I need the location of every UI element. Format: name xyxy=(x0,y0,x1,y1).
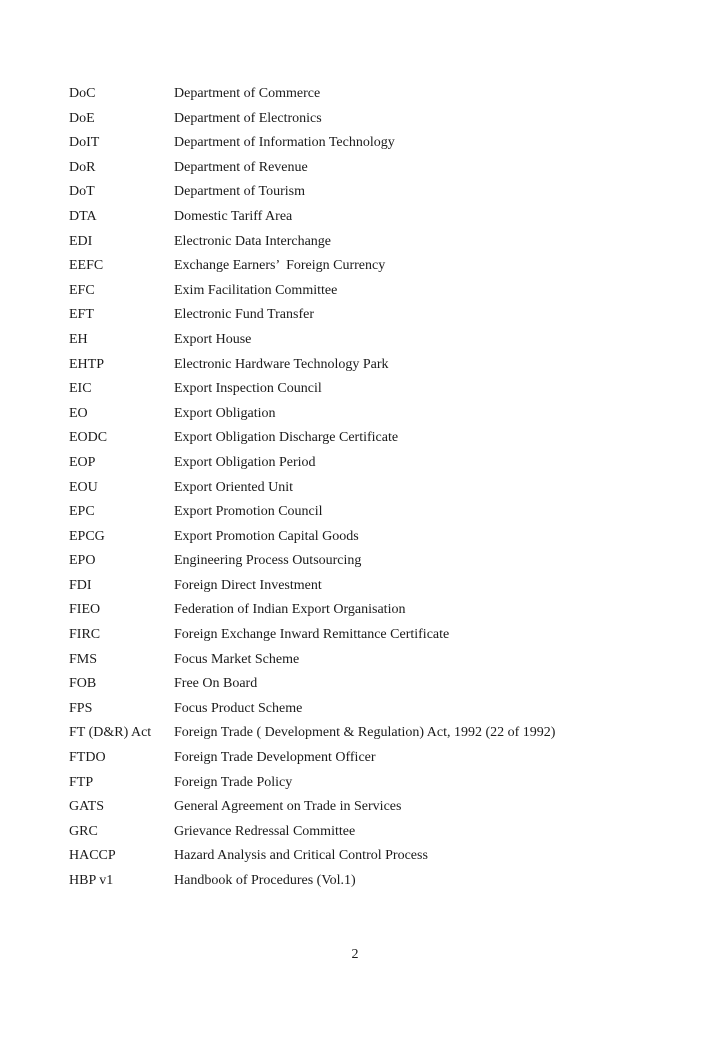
abbreviation-definition: Foreign Exchange Inward Remittance Certificate xyxy=(174,627,450,643)
page-number: 2 xyxy=(351,947,359,962)
abbreviation-term: FMS xyxy=(69,651,98,667)
abbreviation-term: DoC xyxy=(69,86,96,101)
abbreviation-row xyxy=(69,549,689,574)
abbreviation-row xyxy=(69,525,689,550)
abbreviation-definition: Foreign Direct Investment xyxy=(174,577,322,593)
abbreviation-row xyxy=(69,820,689,845)
abbreviation-row xyxy=(69,353,689,378)
abbreviation-row xyxy=(69,131,689,156)
abbreviation-row xyxy=(69,205,689,230)
abbreviation-term: FIEO xyxy=(69,602,101,618)
abbreviation-definition: Federation of Indian Export Organisation xyxy=(174,602,406,618)
abbreviation-definition: Exchange Earners’ Foreign Currency xyxy=(174,258,386,274)
abbreviation-row xyxy=(69,107,689,132)
abbreviation-term: FTDO xyxy=(69,750,106,766)
abbreviation-row xyxy=(69,402,689,427)
abbreviation-definition: Electronic Data Interchange xyxy=(174,233,332,249)
abbreviation-term: EDI xyxy=(69,233,93,249)
abbreviation-definition: Electronic Hardware Technology Park xyxy=(174,356,389,372)
abbreviation-definition: Foreign Trade Development Officer xyxy=(174,750,376,766)
abbreviation-term: GATS xyxy=(69,799,105,815)
abbreviation-definition: Focus Product Scheme xyxy=(174,700,303,716)
abbreviation-definition: Domestic Tariff Area xyxy=(174,208,293,224)
abbreviation-definition: Department of Tourism xyxy=(174,184,305,200)
abbreviation-row xyxy=(69,697,689,722)
abbreviation-row xyxy=(69,623,689,648)
abbreviation-term: EOU xyxy=(69,479,98,495)
abbreviation-row xyxy=(69,746,689,771)
abbreviation-row xyxy=(69,771,689,796)
abbreviation-definition: Export House xyxy=(174,331,252,347)
abbreviation-term: EODC xyxy=(69,430,108,446)
abbreviation-definition: Electronic Fund Transfer xyxy=(174,307,314,323)
abbreviation-definition: Free On Board xyxy=(174,676,258,692)
abbreviation-definition: Department of Information Technology xyxy=(174,135,395,151)
abbreviation-term: DoT xyxy=(69,184,95,200)
abbreviation-term: EFC xyxy=(69,282,95,298)
abbreviation-list xyxy=(69,82,689,894)
abbreviation-definition: Hazard Analysis and Critical Control Process xyxy=(174,848,428,864)
abbreviation-definition: Department of Electronics xyxy=(174,110,322,126)
abbreviation-term: FDI xyxy=(69,577,92,593)
abbreviation-definition: Export Obligation xyxy=(174,405,276,421)
abbreviation-term: HACCP xyxy=(69,848,116,864)
abbreviation-term: EEFC xyxy=(69,258,104,274)
abbreviation-row xyxy=(69,328,689,353)
abbreviation-definition: Export Obligation Discharge Certificate xyxy=(174,430,399,446)
abbreviation-term: DoR xyxy=(69,159,96,175)
abbreviation-definition: Export Promotion Council xyxy=(174,504,323,520)
abbreviation-definition: Foreign Trade ( Development & Regulation) Act, 1992 (22 of 1992) xyxy=(174,725,556,741)
abbreviation-row xyxy=(69,574,689,599)
abbreviation-definition: Handbook of Procedures (Vol.1) xyxy=(174,873,356,888)
abbreviation-definition: Export Inspection Council xyxy=(174,381,322,397)
abbreviation-row xyxy=(69,180,689,205)
abbreviation-row xyxy=(69,426,689,451)
abbreviation-definition: Export Oriented Unit xyxy=(174,479,293,495)
abbreviation-term: EO xyxy=(69,405,88,421)
abbreviation-row xyxy=(69,844,689,869)
abbreviation-row xyxy=(69,377,689,402)
abbreviation-definition: Export Promotion Capital Goods xyxy=(174,528,359,544)
abbreviation-row xyxy=(69,672,689,697)
abbreviation-row xyxy=(69,598,689,623)
abbreviation-row xyxy=(69,82,689,107)
abbreviation-row xyxy=(69,254,689,279)
abbreviation-row xyxy=(69,721,689,746)
abbreviation-row xyxy=(69,869,689,894)
abbreviation-row xyxy=(69,156,689,181)
abbreviation-definition: Exim Facilitation Committee xyxy=(174,282,338,298)
abbreviation-term: EPCG xyxy=(69,528,105,544)
abbreviation-term: DTA xyxy=(69,208,97,224)
abbreviation-term: FIRC xyxy=(69,627,101,643)
abbreviation-row xyxy=(69,230,689,255)
abbreviation-term: EHTP xyxy=(69,356,104,372)
abbreviation-row xyxy=(69,476,689,501)
abbreviation-term: GRC xyxy=(69,823,98,839)
abbreviation-row xyxy=(69,795,689,820)
abbreviation-row xyxy=(69,500,689,525)
abbreviation-term: EPC xyxy=(69,504,95,520)
abbreviation-term: FOB xyxy=(69,676,97,692)
abbreviation-term: EH xyxy=(69,331,88,347)
abbreviation-definition: Export Obligation Period xyxy=(174,454,316,470)
abbreviation-definition: Grievance Redressal Committee xyxy=(174,823,356,839)
abbreviation-term: DoE xyxy=(69,110,95,126)
abbreviation-term: EIC xyxy=(69,381,92,397)
abbreviation-definition: Department of Commerce xyxy=(174,86,321,101)
abbreviation-row xyxy=(69,451,689,476)
abbreviation-term: DoIT xyxy=(69,135,100,151)
abbreviation-row xyxy=(69,648,689,673)
abbreviation-row xyxy=(69,303,689,328)
abbreviation-term: FTP xyxy=(69,774,94,790)
abbreviation-definition: Engineering Process Outsourcing xyxy=(174,553,362,569)
abbreviation-definition: Department of Revenue xyxy=(174,159,308,175)
abbreviation-term: FPS xyxy=(69,700,93,716)
abbreviation-term: EOP xyxy=(69,454,96,470)
abbreviation-definition: General Agreement on Trade in Services xyxy=(174,799,402,815)
abbreviation-definition: Focus Market Scheme xyxy=(174,651,300,667)
abbreviation-term: FT (D&R) Act xyxy=(69,725,152,741)
abbreviation-term: HBP v1 xyxy=(69,873,114,888)
abbreviation-term: EPO xyxy=(69,553,96,569)
abbreviation-definition: Foreign Trade Policy xyxy=(174,774,293,790)
abbreviation-row xyxy=(69,279,689,304)
abbreviation-term: EFT xyxy=(69,307,94,323)
